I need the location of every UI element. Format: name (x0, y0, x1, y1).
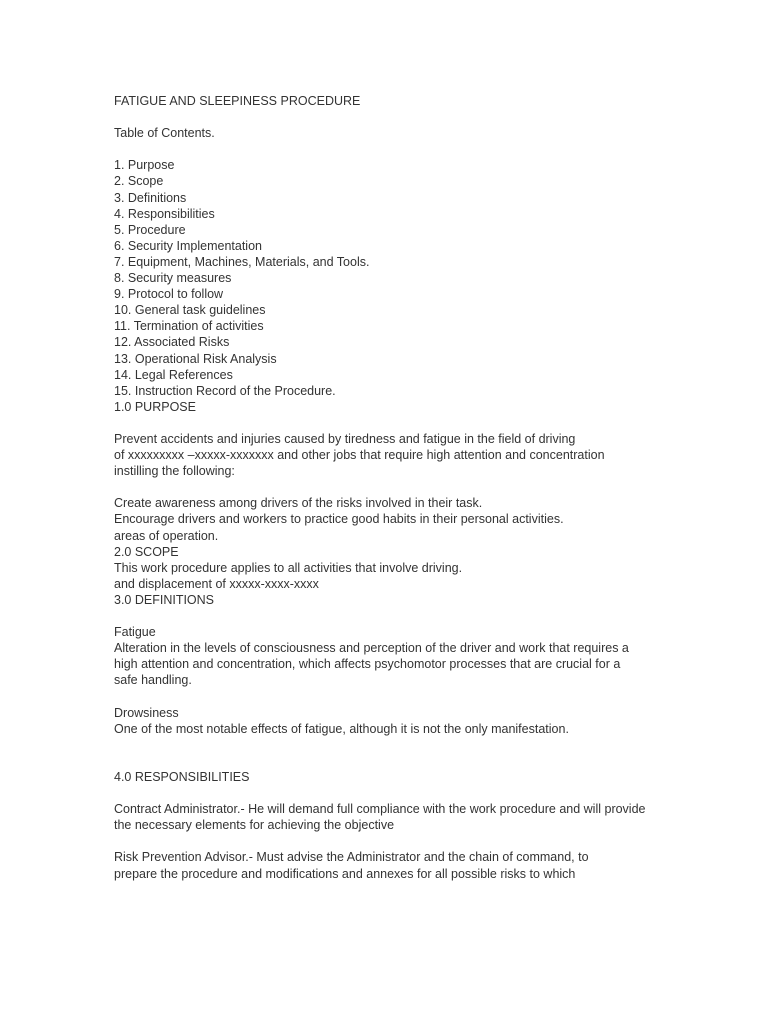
document-title: FATIGUE AND SLEEPINESS PROCEDURE (114, 94, 361, 108)
responsibility-text: Risk Prevention Advisor.- Must advise the Administrator and the chain of command, to (114, 850, 589, 865)
responsibility-text: Contract Administrator.- He will demand full compliance with the work procedure and will provide (114, 802, 646, 817)
scope-text: This work procedure applies to all activities that involve driving. (114, 560, 463, 575)
purpose-text: Prevent accidents and injuries caused by tiredness and fatigue in the field of driving (114, 431, 576, 446)
toc-item: 9. Protocol to follow (114, 287, 224, 302)
toc-item: 6. Security Implementation (114, 238, 262, 253)
toc-item: 11. Termination of activities (114, 319, 264, 334)
responsibilities-heading: 4.0 RESPONSIBILITIES (114, 769, 250, 784)
toc-item: 3. Definitions (114, 190, 187, 205)
purpose-text: instilling the following: (114, 464, 235, 479)
toc-item: 14. Legal References (114, 367, 233, 382)
scope-heading: 2.0 SCOPE (114, 544, 179, 559)
table-of-contents (114, 157, 674, 398)
purpose-item: Create awareness among drivers of the risks involved in their task. (114, 496, 483, 511)
definition-text: Alteration in the levels of consciousness and perception of the driver and work that requires a (114, 641, 629, 656)
toc-item: 10. General task guidelines (114, 303, 266, 318)
purpose-item: areas of operation. (114, 528, 219, 543)
toc-item: 2. Scope (114, 174, 164, 189)
toc-item: 15. Instruction Record of the Procedure. (114, 383, 336, 398)
definition-text: safe handling. (114, 673, 192, 688)
definitions-heading: 3.0 DEFINITIONS (114, 592, 215, 607)
toc-item: 5. Procedure (114, 222, 186, 237)
definition-term-fatigue: Fatigue (114, 625, 156, 640)
toc-heading: Table of Contents. (114, 126, 215, 141)
definition-text: high attention and concentration, which affects psychomotor processes that are crucial for a (114, 657, 621, 672)
purpose-item: Encourage drivers and workers to practice good habits in their personal activities. (114, 512, 564, 527)
document-body (114, 93, 674, 882)
toc-item: 13. Operational Risk Analysis (114, 351, 277, 366)
toc-item: 4. Responsibilities (114, 206, 215, 221)
toc-item: 7. Equipment, Machines, Materials, and Tools. (114, 254, 370, 269)
toc-item: 8. Security measures (114, 271, 232, 286)
purpose-text: of xxxxxxxxx –xxxxx-xxxxxxx and other jobs that require high attention and concentration (114, 448, 605, 463)
responsibility-text: prepare the procedure and modifications and annexes for all possible risks to which (114, 866, 576, 881)
purpose-heading: 1.0 PURPOSE (114, 399, 196, 414)
definition-term-drowsiness: Drowsiness (114, 705, 179, 720)
responsibility-text: the necessary elements for achieving the objective (114, 818, 395, 833)
scope-text: and displacement of xxxxx-xxxx-xxxx (114, 576, 319, 591)
toc-item: 1. Purpose (114, 158, 175, 173)
toc-item: 12. Associated Risks (114, 335, 230, 350)
definition-text: One of the most notable effects of fatigue, although it is not the only manifestation. (114, 721, 569, 736)
